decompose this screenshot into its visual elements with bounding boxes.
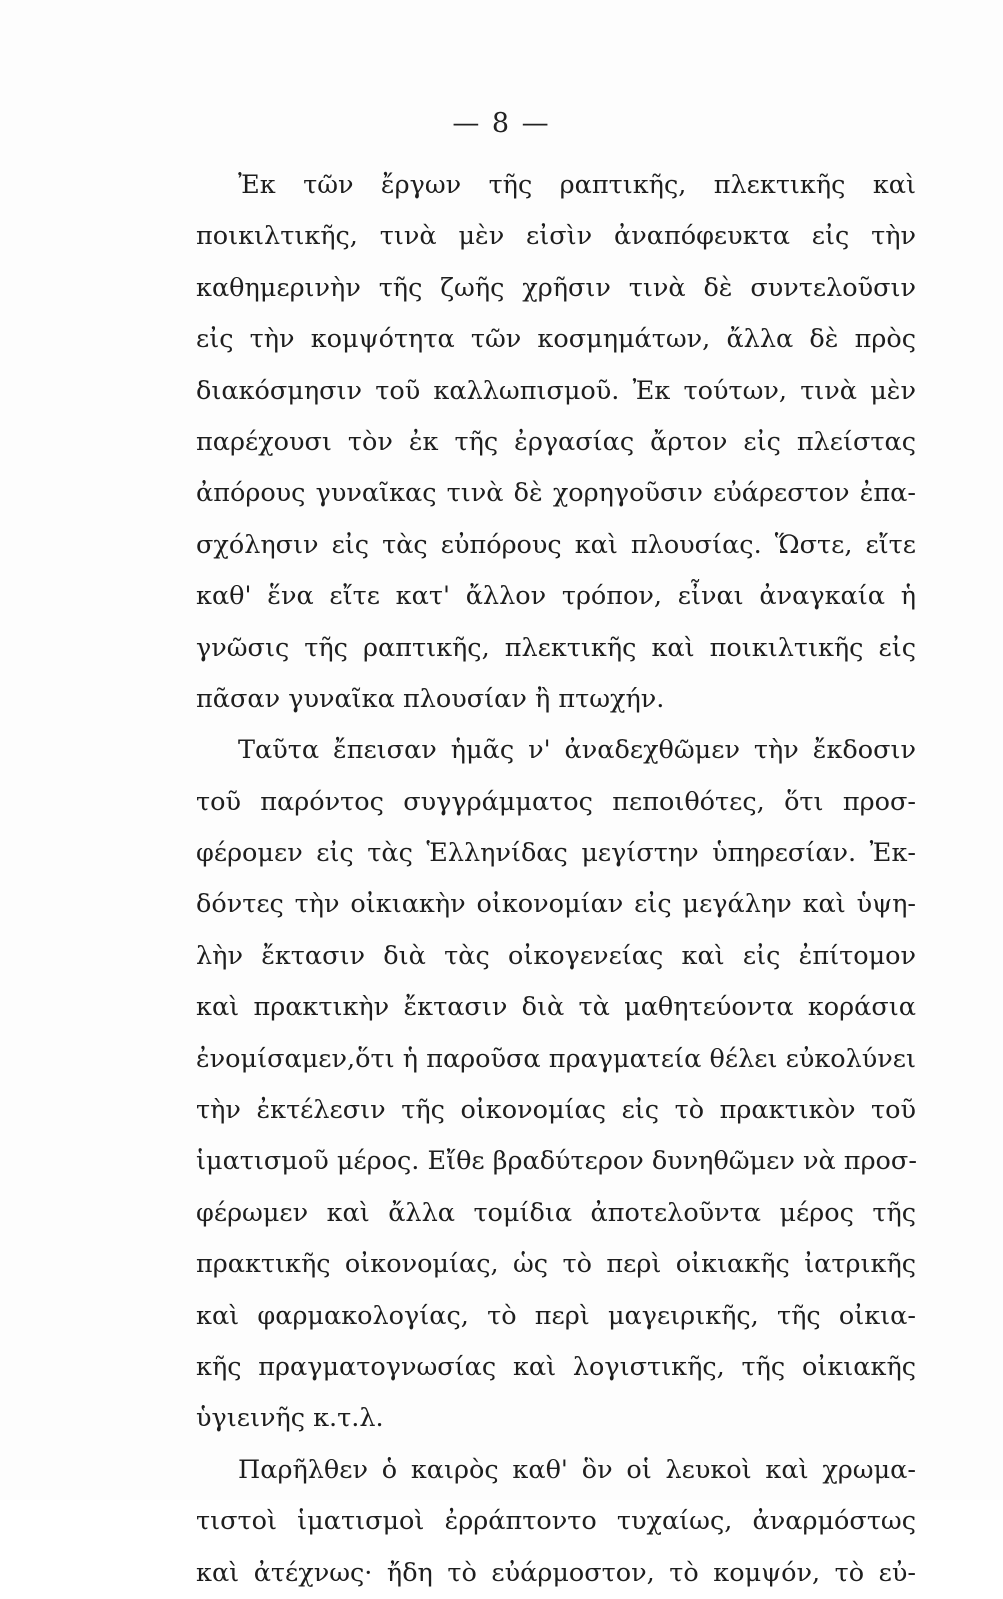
text-line: πᾶσαν γυναῖκα πλουσίαν ἢ πτωχήν. bbox=[196, 683, 665, 714]
text-line: καὶ πρακτικὴν ἔκτασιν διὰ τὰ μαθητεύοντα κοράσια bbox=[196, 992, 916, 1023]
text-line: διακόσμησιν τοῦ καλλωπισμοῦ. Ἐκ τούτων, τινὰ μὲν bbox=[196, 375, 916, 406]
body-text bbox=[196, 160, 916, 1599]
text-line: ἐνομίσαμεν,ὅτι ἡ παροῦσα πραγματεία θέλει εὐκολύνει bbox=[196, 1043, 916, 1074]
text-line: ὑγιεινῆς κ.τ.λ. bbox=[196, 1403, 384, 1434]
text-line: Ἐκ τῶν ἔργων τῆς ραπτικῆς, πλεκτικῆς καὶ bbox=[238, 170, 916, 200]
text-line: κῆς πραγματογνωσίας καὶ λογιστικῆς, τῆς οἰκιακῆς bbox=[196, 1351, 916, 1382]
text-line: ἀπόρους γυναῖκας τινὰ δὲ χορηγοῦσιν εὐάρεστον ἐπα- bbox=[196, 478, 916, 509]
text-line: Παρῆλθεν ὁ καιρὸς καθ' ὃν οἱ λευκοὶ καὶ χρωμα- bbox=[238, 1454, 916, 1485]
text-line: τιστοὶ ἱματισμοὶ ἐρράπτοντο τυχαίως, ἀναρμόστως bbox=[196, 1506, 916, 1537]
paragraph bbox=[196, 160, 916, 725]
text-line: καὶ ἀτέχνως· ἤδη τὸ εὐάρμοστον, τὸ κομψόν, τὸ εὐ- bbox=[196, 1557, 916, 1588]
page-number: — 8 — bbox=[452, 108, 551, 139]
text-line: φέρομεν εἰς τὰς Ἑλληνίδας μεγίστην ὑπηρεσίαν. Ἐκ- bbox=[196, 838, 916, 869]
text-line: καθ' ἕνα εἴτε κατ' ἄλλον τρόπον, εἶναι ἀναγκαία ἡ bbox=[196, 581, 916, 612]
text-line: τὴν ἐκτέλεσιν τῆς οἰκονομίας εἰς τὸ πρακτικὸν τοῦ bbox=[196, 1095, 916, 1126]
text-line: γνῶσις τῆς ραπτικῆς, πλεκτικῆς καὶ ποικιλτικῆς εἰς bbox=[196, 632, 916, 663]
text-line: δόντες τὴν οἰκιακὴν οἰκονομίαν εἰς μεγάλην καὶ ὑψη- bbox=[196, 889, 916, 920]
text-line: σχόλησιν εἰς τὰς εὐπόρους καὶ πλουσίας. Ὥστε, εἴτε bbox=[196, 529, 916, 560]
text-line: καθημερινὴν τῆς ζωῆς χρῆσιν τινὰ δὲ συντελοῦσιν bbox=[196, 272, 916, 303]
text-line: πρακτικῆς οἰκονομίας, ὡς τὸ περὶ οἰκιακῆς ἰατρικῆς bbox=[196, 1249, 916, 1280]
text-line: Ταῦτα ἔπεισαν ἡμᾶς ν' ἀναδεχθῶμεν τὴν ἔκδοσιν bbox=[238, 735, 916, 766]
text-line: λὴν ἔκτασιν διὰ τὰς οἰκογενείας καὶ εἰς ἐπίτομον bbox=[196, 940, 916, 971]
paragraph bbox=[196, 1445, 916, 1599]
text-line: φέρωμεν καὶ ἄλλα τομίδια ἀποτελοῦντα μέρος τῆς bbox=[196, 1197, 916, 1228]
paragraph bbox=[196, 725, 916, 1444]
text-line: καὶ φαρμακολογίας, τὸ περὶ μαγειρικῆς, τῆς οἰκια- bbox=[196, 1300, 916, 1331]
text-line: παρέχουσι τὸν ἐκ τῆς ἐργασίας ἄρτον εἰς πλείστας bbox=[196, 426, 916, 457]
text-line: ποικιλτικῆς, τινὰ μὲν εἰσὶν ἀναπόφευκτα εἰς τὴν bbox=[196, 221, 916, 252]
text-line: εἰς τὴν κομψότητα τῶν κοσμημάτων, ἄλλα δὲ πρὸς bbox=[196, 324, 916, 355]
text-line: ἱματισμοῦ μέρος. Εἴθε βραδύτερον δυνηθῶμεν νὰ προσ- bbox=[196, 1146, 917, 1177]
text-line: τοῦ παρόντος συγγράμματος πεποιθότες, ὅτι προσ- bbox=[196, 786, 916, 817]
